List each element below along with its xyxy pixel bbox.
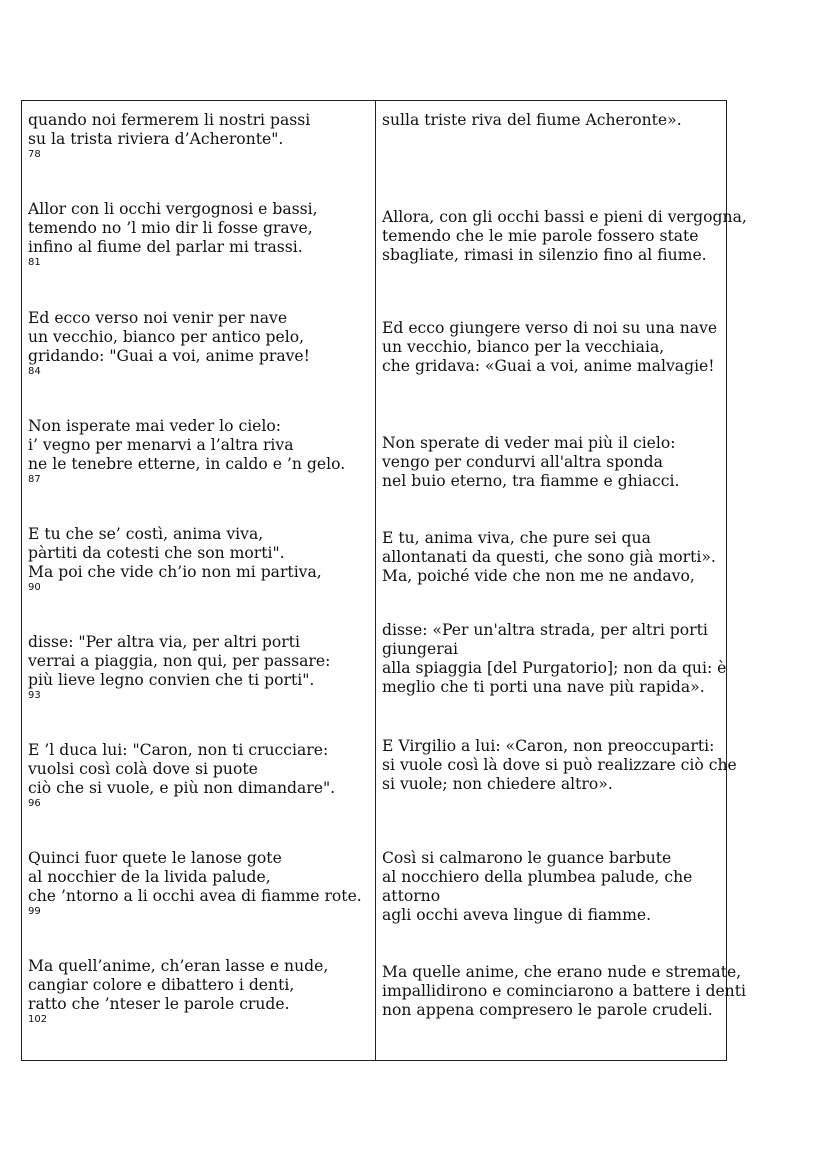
translation-line: Così si calmarono le guance barbute — [382, 849, 672, 867]
verse-line: un vecchio, bianco per antico pelo, — [28, 328, 305, 346]
original-stanza — [28, 849, 371, 918]
original-stanza — [28, 309, 371, 378]
verse-line: pàrtiti da cotesti che son morti". — [28, 544, 285, 562]
translation-line: vengo per condurvi all'altra sponda — [382, 453, 663, 471]
original-text-column — [22, 101, 375, 1060]
verse-line: Quinci fuor quete le lanose gote — [28, 849, 282, 867]
verse-number: 93 — [28, 690, 41, 701]
translation-line: allontanati da questi, che sono già morti». — [382, 548, 716, 566]
original-stanza — [28, 200, 371, 269]
translation-line: impallidirono e cominciarono a battere i denti — [382, 982, 746, 1000]
translation-column — [376, 101, 747, 1060]
translation-stanza — [382, 208, 747, 265]
verse-line: verrai a piaggia, non qui, per passare: — [28, 652, 331, 670]
translation-line: nel buio eterno, tra fiamme e ghiacci. — [382, 472, 680, 490]
translation-line: al nocchiero della plumbea palude, che — [382, 868, 693, 886]
translation-stanza — [382, 111, 722, 130]
verse-line: Ma poi che vide ch’io non mi partiva, — [28, 563, 322, 581]
translation-line: si vuole; non chiedere altro». — [382, 775, 613, 793]
translation-stanza — [382, 963, 746, 1020]
verse-line: su la trista riviera d’Acheronte". — [28, 130, 284, 148]
translation-line: un vecchio, bianco per la vecchiaia, — [382, 338, 665, 356]
original-stanza — [28, 417, 371, 486]
verse-number: 81 — [28, 257, 41, 268]
verse-number: 90 — [28, 582, 41, 593]
translation-stanza — [382, 529, 722, 586]
translation-line: che gridava: «Guai a voi, anime malvagie! — [382, 357, 715, 375]
verse-line: Non isperate mai veder lo cielo: — [28, 417, 282, 435]
translation-line: meglio che ti porti una nave più rapida». — [382, 678, 705, 696]
translation-line: giungerai — [382, 640, 459, 658]
translation-line: sulla triste riva del fiume Acheronte». — [382, 111, 682, 129]
verse-line: al nocchier de la livida palude, — [28, 868, 271, 886]
verse-line: temendo no ’l mio dir li fosse grave, — [28, 219, 313, 237]
verse-line: vuolsi così colà dove si puote — [28, 760, 258, 778]
translation-line: sbagliate, rimasi in silenzio fino al fiume. — [382, 246, 707, 264]
verse-number: 96 — [28, 798, 41, 809]
translation-stanza — [382, 621, 727, 697]
translation-line: temendo che le mie parole fossero state — [382, 227, 699, 245]
translation-line: E tu, anima viva, che pure sei qua — [382, 529, 651, 547]
verse-line: gridando: "Guai a voi, anime prave! — [28, 347, 310, 365]
translation-line: agli occhi aveva lingue di fiamme. — [382, 906, 652, 924]
original-stanza — [28, 111, 371, 161]
verse-line: infino al fiume del parlar mi trassi. — [28, 238, 303, 256]
verse-number: 102 — [28, 1014, 48, 1025]
translation-line: Ed ecco giungere verso di noi su una nave — [382, 319, 718, 337]
verse-line: ne le tenebre etterne, in caldo e ’n gelo. — [28, 455, 346, 473]
translation-line: Allora, con gli occhi bassi e pieni di vergogna, — [382, 208, 747, 226]
verse-line: E ’l duca lui: "Caron, non ti crucciare: — [28, 741, 329, 759]
translation-line: E Virgilio a lui: «Caron, non preoccuparti: — [382, 737, 715, 755]
translation-line: Ma, poiché vide che non me ne andavo, — [382, 567, 695, 585]
verse-number: 78 — [28, 149, 41, 160]
translation-line: si vuole così là dove si può realizzare ciò che — [382, 756, 737, 774]
verse-line: quando noi fermerem li nostri passi — [28, 111, 311, 129]
original-stanza — [28, 525, 371, 594]
translation-stanza — [382, 434, 722, 491]
verse-number: 84 — [28, 366, 41, 377]
translation-line: Ma quelle anime, che erano nude e stremate, — [382, 963, 742, 981]
translation-line: non appena compresero le parole crudeli. — [382, 1001, 713, 1019]
verse-line: Allor con li occhi vergognosi e bassi, — [28, 200, 318, 218]
translation-table — [21, 100, 747, 1061]
verse-line: cangiar colore e dibattero i denti, — [28, 976, 295, 994]
verse-line: i’ vegno per menarvi a l’altra riva — [28, 436, 294, 454]
translation-line: alla spiaggia [del Purgatorio]; non da qui: è — [382, 659, 727, 677]
original-stanza — [28, 957, 371, 1026]
verse-number: 99 — [28, 906, 41, 917]
original-stanza — [28, 741, 371, 810]
translation-stanza — [382, 319, 722, 376]
translation-stanza — [382, 849, 722, 925]
translation-line: Non sperate di veder mai più il cielo: — [382, 434, 676, 452]
verse-line: disse: "Per altra via, per altri porti — [28, 633, 300, 651]
translation-stanza — [382, 737, 737, 794]
verse-line: Ma quell’anime, ch’eran lasse e nude, — [28, 957, 329, 975]
verse-line: ciò che si vuole, e più non dimandare". — [28, 779, 336, 797]
verse-line: Ed ecco verso noi venir per nave — [28, 309, 288, 327]
translation-line: disse: «Per un'altra strada, per altri porti — [382, 621, 708, 639]
verse-line: E tu che se’ costì, anima viva, — [28, 525, 264, 543]
original-stanza — [28, 633, 371, 702]
verse-line: che ’ntorno a li occhi avea di fiamme rote. — [28, 887, 362, 905]
verse-line: più lieve legno convien che ti porti". — [28, 671, 315, 689]
verse-line: ratto che ’nteser le parole crude. — [28, 995, 290, 1013]
verse-number: 87 — [28, 474, 41, 485]
translation-line: attorno — [382, 887, 441, 905]
